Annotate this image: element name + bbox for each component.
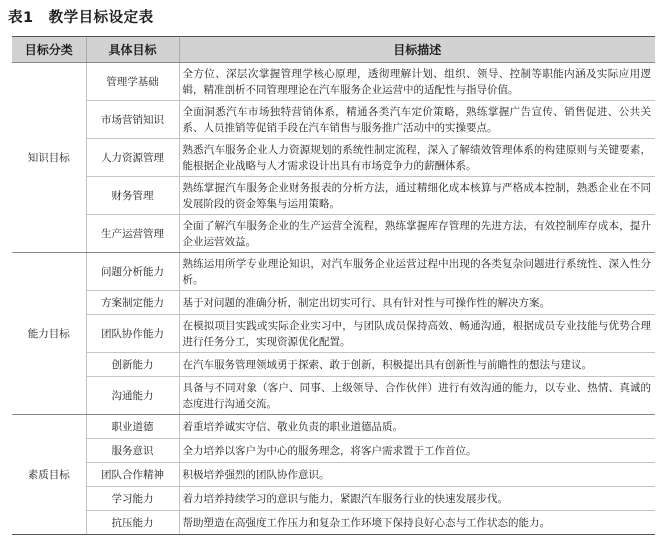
table-caption: 表1 教学目标设定表	[8, 10, 154, 26]
table-row	[12, 439, 655, 463]
table-row	[12, 291, 655, 315]
description-cell: 在汽车服务管理领域勇于探索、敢于创新，积极提出具有创新性与前瞻性的想法与建议。	[179, 353, 655, 377]
goal-cell: 职业道德	[86, 415, 179, 439]
description-cell: 帮助塑造在高强度工作压力和复杂工作环境下保持良好心态与工作状态的能力。	[179, 511, 655, 535]
goal-cell: 问题分析能力	[86, 253, 179, 291]
description-cell: 基于对问题的准确分析，制定出切实可行、具有针对性与可操作性的解决方案。	[179, 291, 655, 315]
description-cell: 熟练运用所学专业理论知识，对汽车服务企业运营过程中出现的各类复杂问题进行系统性、深入性分析。	[179, 253, 655, 291]
goal-cell: 团队合作精神	[86, 463, 179, 487]
description-cell: 全面洞悉汽车市场独特营销体系，精通各类汽车定价策略，熟练掌握广告宣传、销售促进、公共关系、人员推销等促销手段在汽车销售与服务推广活动中的实操要点。	[179, 101, 655, 139]
table-body	[12, 63, 655, 535]
header-row	[12, 37, 655, 63]
goal-cell: 团队协作能力	[86, 315, 179, 353]
goal-cell: 抗压能力	[86, 511, 179, 535]
table-row	[12, 101, 655, 139]
goal-cell: 市场营销知识	[86, 101, 179, 139]
table-row	[12, 377, 655, 415]
goal-cell: 创新能力	[86, 353, 179, 377]
description-cell: 熟悉汽车服务企业人力资源规划的系统性制定流程，深入了解绩效管理体系的构建原则与关键要素，能根据企业战略与人才需求设计出具有市场竞争力的薪酬体系。	[179, 139, 655, 177]
goal-cell: 沟通能力	[86, 377, 179, 415]
goal-cell: 管理学基础	[86, 63, 179, 101]
teaching-goals-table	[12, 36, 655, 535]
table-row	[12, 63, 655, 101]
table-row	[12, 511, 655, 535]
description-cell: 熟练掌握汽车服务企业财务报表的分析方法，通过精细化成本核算与严格成本控制，熟悉企业在不同发展阶段的资金筹集与运用策略。	[179, 177, 655, 215]
goal-cell: 方案制定能力	[86, 291, 179, 315]
table-row	[12, 139, 655, 177]
description-cell: 着力培养持续学习的意识与能力，紧跟汽车服务行业的快速发展步伐。	[179, 487, 655, 511]
category-cell: 知识目标	[12, 63, 86, 253]
table-row	[12, 353, 655, 377]
table-row	[12, 415, 655, 439]
category-cell: 能力目标	[12, 253, 86, 415]
table-header	[12, 37, 655, 63]
table-row	[12, 215, 655, 253]
description-cell: 全面了解汽车服务企业的生产运营全流程，熟练掌握库存管理的先进方法，有效控制库存成本，提升企业运营效益。	[179, 215, 655, 253]
goal-cell: 人力资源管理	[86, 139, 179, 177]
description-cell: 在模拟项目实践或实际企业实习中，与团队成员保持高效、畅通沟通，根据成员专业技能与优势合理进行任务分工，实现资源优化配置。	[179, 315, 655, 353]
goal-cell: 财务管理	[86, 177, 179, 215]
header-description: 目标描述	[179, 37, 655, 63]
goal-cell: 生产运营管理	[86, 215, 179, 253]
table-row	[12, 463, 655, 487]
description-cell: 着重培养诚实守信、敬业负责的职业道德品质。	[179, 415, 655, 439]
header-category: 目标分类	[12, 37, 86, 63]
goal-cell: 学习能力	[86, 487, 179, 511]
description-cell: 具备与不同对象（客户、同事、上级领导、合作伙伴）进行有效沟通的能力，以专业、热情、真诚的态度进行沟通交流。	[179, 377, 655, 415]
table-row	[12, 253, 655, 291]
description-cell: 全力培养以客户为中心的服务理念，将客户需求置于工作首位。	[179, 439, 655, 463]
description-cell: 全方位、深层次掌握管理学核心原理，透彻理解计划、组织、领导、控制等职能内涵及实际应用逻辑，精准剖析不同管理理论在汽车服务企业运营中的适配性与指导价值。	[179, 63, 655, 101]
goal-cell: 服务意识	[86, 439, 179, 463]
table-row	[12, 177, 655, 215]
table-row	[12, 487, 655, 511]
category-cell: 素质目标	[12, 415, 86, 535]
header-goal: 具体目标	[86, 37, 179, 63]
description-cell: 积极培养强烈的团队协作意识。	[179, 463, 655, 487]
table-row	[12, 315, 655, 353]
